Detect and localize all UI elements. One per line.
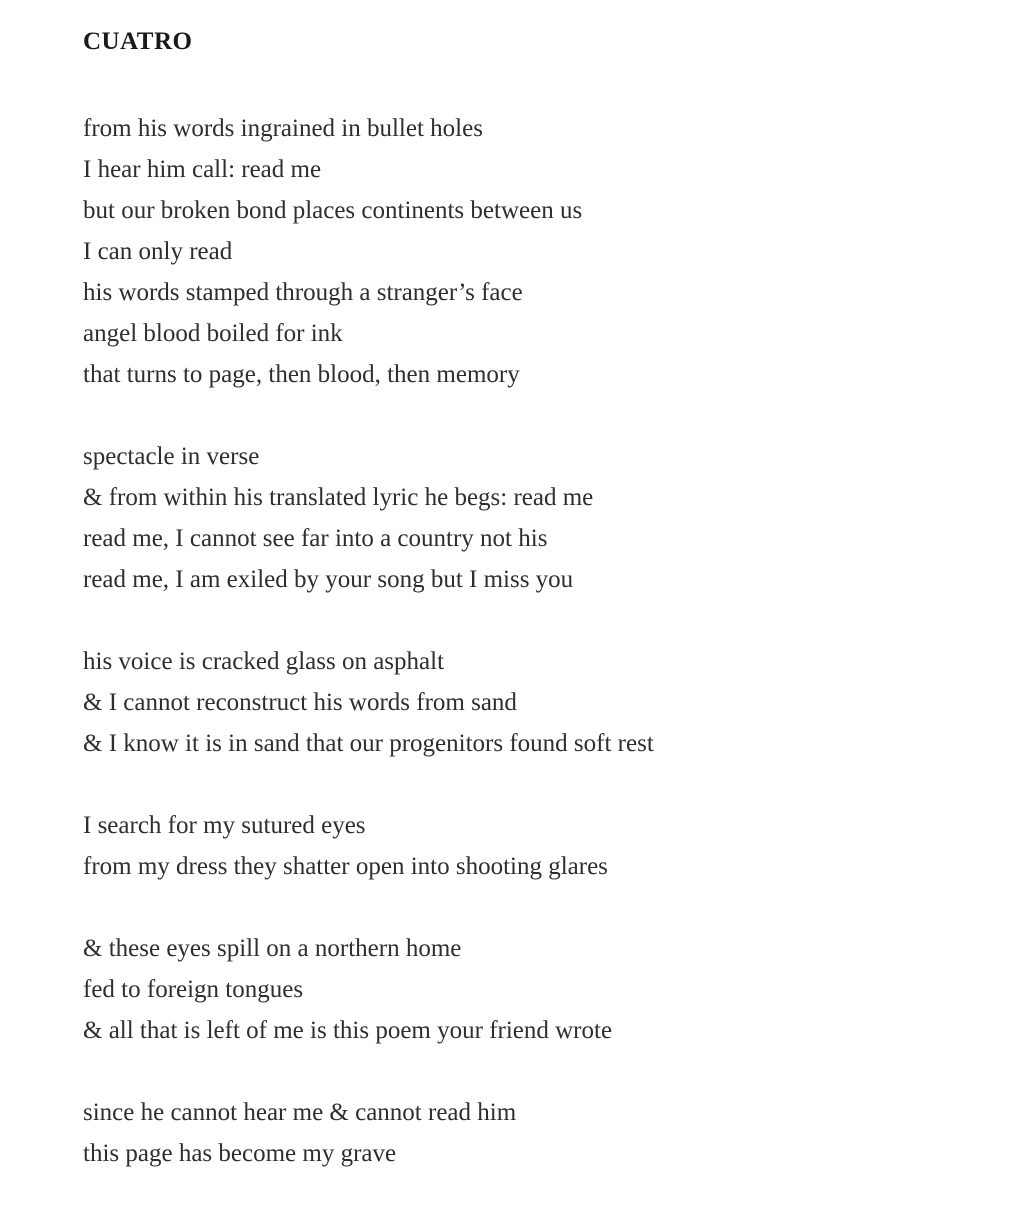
poem-line: read me, I cannot see far into a country not his: [83, 525, 548, 552]
poem-body: [83, 108, 983, 1174]
poem-line: angel blood boiled for ink: [83, 320, 343, 347]
poem-title: CUATRO: [83, 28, 193, 55]
stanza-1: [83, 108, 983, 395]
poem-page: [83, 26, 983, 1215]
poem-line: his voice is cracked glass on asphalt: [83, 648, 445, 675]
poem-line: since he cannot hear me & cannot read him: [83, 1099, 517, 1126]
stanza-3: [83, 641, 983, 764]
stanza-4: [83, 805, 983, 887]
poem-line: his words stamped through a stranger’s face: [83, 279, 523, 306]
stanza-5: [83, 928, 983, 1051]
poem-line: read me, I am exiled by your song but I miss you: [83, 566, 574, 593]
poem-line: I can only read: [83, 238, 233, 265]
poem-line: from his words ingrained in bullet holes: [83, 115, 483, 142]
poem-line: I hear him call: read me: [83, 156, 322, 183]
poem-line: that turns to page, then blood, then memory: [83, 361, 520, 388]
poem-line: & from within his translated lyric he begs: read me: [83, 484, 594, 511]
poem-line: spectacle in verse: [83, 443, 260, 470]
poem-line: fed to foreign tongues: [83, 976, 304, 1003]
poem-line: & all that is left of me is this poem your friend wrote: [83, 1017, 613, 1044]
poem-line: this page has become my grave: [83, 1140, 397, 1167]
poem-line: but our broken bond places continents between us: [83, 197, 583, 224]
poem-line: I search for my sutured eyes: [83, 812, 366, 839]
poem-line: from my dress they shatter open into shooting glares: [83, 853, 608, 880]
poem-line: & these eyes spill on a northern home: [83, 935, 462, 962]
poem-line: & I know it is in sand that our progenitors found soft rest: [83, 730, 654, 757]
stanza-2: [83, 436, 983, 600]
stanza-6: [83, 1092, 983, 1174]
poem-line: & I cannot reconstruct his words from sand: [83, 689, 517, 716]
